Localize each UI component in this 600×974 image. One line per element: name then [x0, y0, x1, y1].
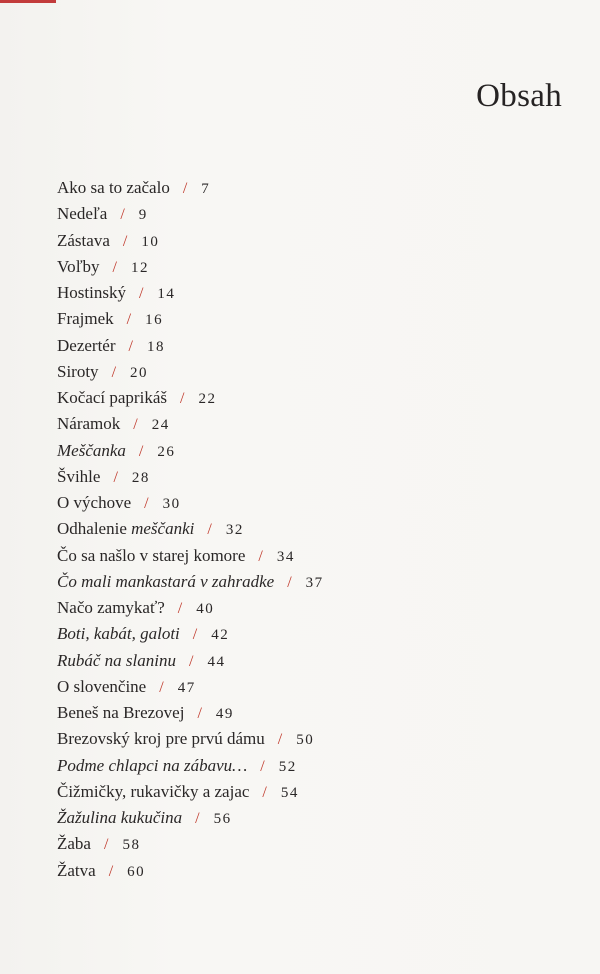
toc-entry: [57, 359, 324, 385]
toc-page-number: 52: [278, 758, 297, 775]
toc-page-number: 9: [138, 207, 148, 224]
toc-entry: [57, 490, 324, 516]
toc-separator: /: [182, 180, 188, 197]
toc-entry: [57, 464, 324, 490]
corner-accent-mark: [0, 0, 56, 3]
toc-separator: /: [195, 810, 200, 827]
toc-entry: [57, 306, 324, 332]
toc-page-number: 56: [213, 811, 232, 827]
toc-entry-title: Voľby: [57, 256, 100, 276]
toc-page-number: 42: [211, 627, 230, 644]
toc-page-number: 32: [225, 522, 244, 539]
toc-entry: [57, 648, 324, 674]
toc-entry: [57, 700, 324, 726]
toc-entry-title: meščanki: [131, 519, 195, 539]
toc-entry-title: Kočací paprikáš: [57, 388, 167, 407]
toc-entry: [57, 569, 324, 595]
toc-separator: /: [258, 547, 263, 565]
toc-entry-title: Frajmek: [57, 309, 114, 329]
toc-page-number: 44: [207, 653, 226, 670]
toc-separator: /: [207, 521, 212, 539]
toc-entry-title: Beneš na Brezovej: [57, 703, 185, 722]
toc-entry-title: Žaba: [57, 834, 91, 854]
toc-separator: /: [179, 390, 185, 407]
toc-separator: /: [120, 206, 125, 224]
toc-entry-title: Siroty: [57, 361, 99, 381]
toc-page-number: 20: [130, 364, 149, 381]
page-title: Obsah: [476, 78, 562, 115]
toc-page-number: 47: [177, 679, 196, 696]
toc-entry: [57, 254, 324, 280]
toc-entry-title: Švihle: [57, 466, 101, 486]
toc-separator: /: [260, 757, 265, 775]
toc-entry-title: O slovenčine: [57, 676, 147, 696]
toc-separator: /: [108, 862, 114, 880]
toc-entry-title: Hostinský: [57, 283, 126, 302]
toc-entry: [57, 543, 324, 569]
toc-separator: /: [122, 232, 128, 250]
toc-separator: /: [111, 363, 117, 381]
toc-entry-title: Nedeľa: [57, 204, 108, 224]
toc-separator: /: [192, 626, 198, 644]
toc-page-number: 22: [198, 391, 217, 407]
toc-entry: [57, 411, 324, 437]
toc-entry-title: Ako sa to začalo: [57, 178, 170, 197]
toc-separator: /: [128, 337, 133, 355]
toc-separator: /: [138, 442, 144, 460]
toc-separator: /: [277, 731, 283, 749]
toc-entry: [57, 595, 324, 621]
toc-entry: [57, 753, 324, 779]
toc-entry: [57, 674, 324, 700]
toc-page-number: 10: [141, 233, 160, 250]
toc-entry-title: Čo mali mankastará v zahradke: [57, 571, 275, 591]
toc-page-number: 49: [215, 706, 234, 722]
toc-page-number: 40: [196, 601, 215, 617]
toc-entry: [57, 201, 324, 227]
toc-page-number: 54: [280, 784, 299, 801]
toc-page-number: 26: [157, 443, 176, 460]
toc-page-number: 60: [127, 863, 146, 880]
toc-separator: /: [112, 258, 117, 276]
toc-entry-title: Čo sa našlo v starej komore: [57, 545, 246, 565]
toc-page-number: 37: [305, 574, 324, 591]
toc-entry-title: Zástava: [57, 230, 110, 250]
toc-entry: [57, 621, 324, 647]
toc-entry: [57, 228, 324, 254]
toc-entry-title: Dezertér: [57, 335, 116, 355]
toc-entry: [57, 831, 324, 857]
toc-page-number: 18: [146, 338, 165, 355]
toc-entry-title: O výchove: [57, 493, 132, 512]
toc-entry: [57, 726, 324, 752]
toc-separator: /: [189, 652, 194, 670]
toc-separator: /: [126, 311, 132, 329]
toc-entry-title: Čižmičky, rukavičky a zajac: [57, 781, 250, 801]
toc-entry-title: Načo zamykať?: [57, 598, 165, 617]
toc-page-number: 58: [122, 837, 141, 854]
toc-page-number: 34: [276, 548, 295, 565]
toc-entry-title: Rubáč na slaninu: [57, 650, 176, 670]
toc-entry: [57, 175, 324, 201]
toc-entry: [57, 438, 324, 464]
toc-entry-title: Odhalenie: [57, 519, 132, 539]
toc-separator: /: [103, 836, 109, 854]
toc-separator: /: [262, 783, 267, 801]
toc-entry-title: Meščanka: [57, 440, 126, 460]
toc-entry-title: Náramok: [57, 414, 121, 434]
toc-entry: [57, 385, 324, 411]
toc-page-number: 28: [131, 469, 150, 486]
toc-separator: /: [177, 600, 183, 617]
toc-entry-title: Žatva: [57, 860, 96, 880]
toc-page-number: 14: [157, 286, 176, 302]
toc-separator: /: [197, 705, 202, 722]
toc-entry-title: Podme chlapci na zábavu…: [57, 755, 248, 775]
toc-entry: [57, 333, 324, 359]
toc-entry: [57, 805, 324, 831]
toc-entry: [57, 858, 324, 884]
toc-entry-title: Žažulina kukučina: [57, 808, 183, 827]
toc-page-number: 12: [130, 259, 149, 276]
toc-separator: /: [159, 678, 164, 696]
toc-entry: [57, 779, 324, 805]
toc-entry: [57, 516, 324, 542]
toc-page-number: 30: [162, 496, 181, 512]
toc-separator: /: [113, 468, 118, 486]
toc-page-number: 16: [145, 312, 164, 329]
toc-separator: /: [133, 416, 138, 434]
toc-entry-title: Brezovský kroj pre prvú dámu: [57, 729, 265, 749]
toc-page-number: 50: [296, 732, 315, 749]
toc-entry: [57, 280, 324, 306]
toc-separator: /: [138, 285, 144, 302]
toc-page-number: 7: [201, 181, 211, 197]
toc-page-number: 24: [151, 417, 170, 434]
toc-entry-title: Boti, kabát, galoti: [57, 624, 180, 644]
toc-separator: /: [144, 495, 149, 512]
table-of-contents: [57, 175, 324, 884]
toc-separator: /: [287, 573, 292, 591]
